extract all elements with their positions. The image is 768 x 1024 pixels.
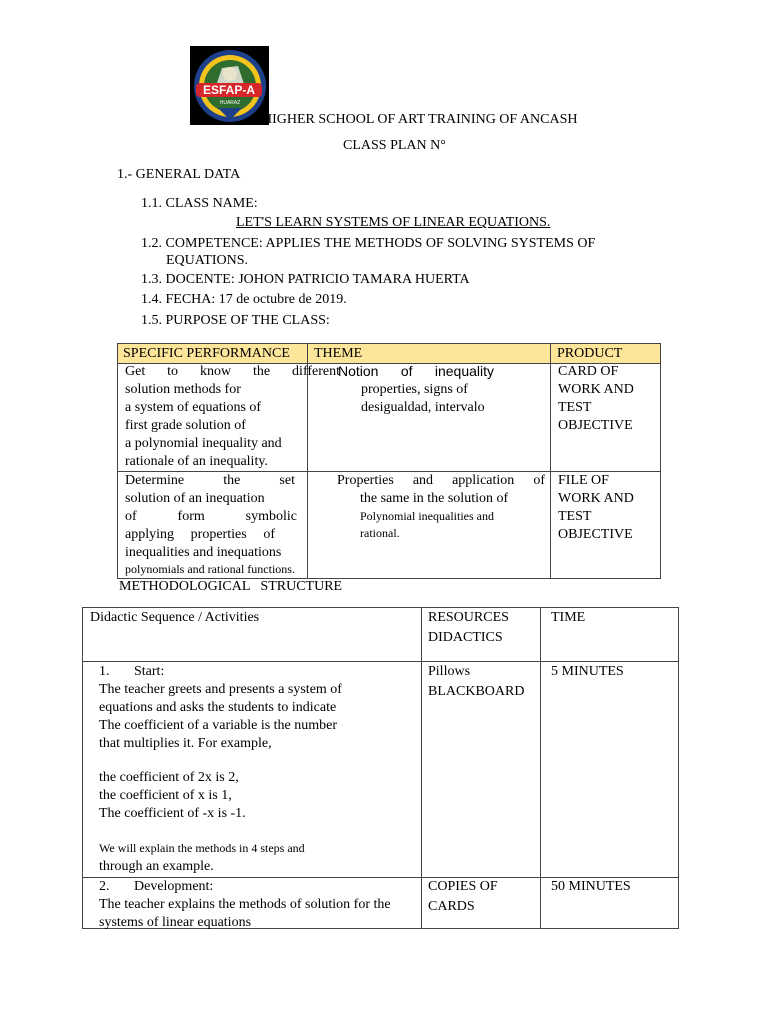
row1-product-line: OBJECTIVE [558, 418, 633, 433]
school-name: HIGHER SCHOOL OF ART TRAINING OF ANCASH [262, 112, 578, 127]
row1-performance-line: Get to know the different [125, 364, 340, 379]
plan-title: CLASS PLAN N° [343, 138, 446, 153]
row2-theme-line: Polynomial inequalities and [360, 509, 494, 523]
row2-performance-line: polynomials and rational functions. [125, 562, 295, 576]
row2-performance-line: solution of an inequation [125, 491, 265, 506]
row1-performance-line: rationale of an inequality. [125, 454, 268, 469]
development-resource: COPIES OF [428, 879, 498, 894]
row1-performance-line: first grade solution of [125, 418, 246, 433]
development-activity-line: The teacher explains the methods of solution for the [99, 897, 391, 912]
competence-line-1: 1.2. COMPETENCE: APPLIES THE METHODS OF SOLVING SYSTEMS OF [141, 236, 596, 251]
row2-theme-line: the same in the solution of [360, 491, 509, 506]
header-didactics: DIDACTICS [428, 630, 503, 645]
class-name-label: 1.1. CLASS NAME: [141, 196, 258, 211]
header-resources: RESOURCES [428, 610, 509, 625]
row1-theme-line: Notion of inequality [338, 363, 494, 379]
fecha: 1.4. FECHA: 17 de octubre de 2019. [141, 292, 347, 307]
row2-theme-line: rational. [360, 526, 400, 540]
competence-line-2: EQUATIONS. [166, 253, 249, 268]
start-activity-line: The teacher greets and presents a system of [99, 682, 342, 697]
school-logo [190, 46, 269, 125]
row2-product-line: WORK AND [558, 491, 634, 506]
header-specific-performance: SPECIFIC PERFORMANCE [123, 346, 290, 361]
header-time: TIME [551, 610, 586, 625]
start-phase: Start: [134, 664, 165, 679]
logo-text: ESFAP-A [202, 83, 256, 97]
start-resource: Pillows [428, 664, 471, 679]
logo-subtext: HUARAZ [219, 100, 241, 106]
row2-performance-line: applying properties of [125, 527, 275, 542]
methodological-structure-heading: METHODOLOGICAL STRUCTURE [119, 579, 343, 594]
row1-performance-line: a polynomial inequality and [125, 436, 282, 451]
row1-product-line: WORK AND [558, 382, 634, 397]
row2-performance-line: of form symbolic [125, 509, 297, 524]
docente: 1.3. DOCENTE: JOHON PATRICIO TAMARA HUERTA [141, 272, 470, 287]
row2-performance-line: Determine the set [125, 473, 295, 488]
start-time: 5 MINUTES [551, 664, 624, 679]
performance-table [117, 343, 661, 579]
row1-product-line: CARD OF [558, 364, 619, 379]
row2-theme-line: Properties and application of [337, 473, 545, 488]
row1-performance-line: a system of equations of [125, 400, 262, 415]
start-activity-line: We will explain the methods in 4 steps and [99, 841, 305, 855]
start-activity-line: that multiplies it. For example, [99, 736, 272, 751]
development-activity-line: systems of linear equations [99, 915, 252, 930]
start-activity-line: the coefficient of 2x is 2, [99, 770, 239, 785]
start-activity-line: The coefficient of a variable is the number [99, 718, 338, 733]
row1-theme-line: properties, signs of [361, 382, 468, 397]
row2-performance-line: inequalities and inequations [125, 545, 282, 560]
start-activity-line: equations and asks the students to indicate [99, 700, 337, 715]
development-resource: CARDS [428, 899, 475, 914]
header-theme: THEME [314, 346, 363, 361]
start-number: 1. [99, 664, 110, 679]
development-time: 50 MINUTES [551, 879, 631, 894]
general-data-heading: 1.- GENERAL DATA [117, 167, 241, 182]
row2-product-line: FILE OF [558, 473, 609, 488]
row1-theme-line: desigualdad, intervalo [361, 400, 485, 415]
class-name-value: LET'S LEARN SYSTEMS OF LINEAR EQUATIONS. [236, 215, 551, 230]
row2-product-line: TEST [558, 509, 592, 524]
methodological-table [82, 607, 679, 929]
start-activity-line: The coefficient of -x is -1. [99, 806, 246, 821]
row1-product-line: TEST [558, 400, 592, 415]
purpose: 1.5. PURPOSE OF THE CLASS: [141, 313, 330, 328]
development-phase: Development: [134, 879, 214, 894]
row2-product-line: OBJECTIVE [558, 527, 633, 542]
row1-performance-line: solution methods for [125, 382, 241, 397]
start-activity-line: the coefficient of x is 1, [99, 788, 232, 803]
start-activity-line: through an example. [99, 859, 214, 874]
start-resource: BLACKBOARD [428, 684, 525, 699]
development-number: 2. [99, 879, 110, 894]
header-didactic-sequence: Didactic Sequence / Activities [90, 610, 260, 625]
header-product: PRODUCT [557, 346, 623, 361]
